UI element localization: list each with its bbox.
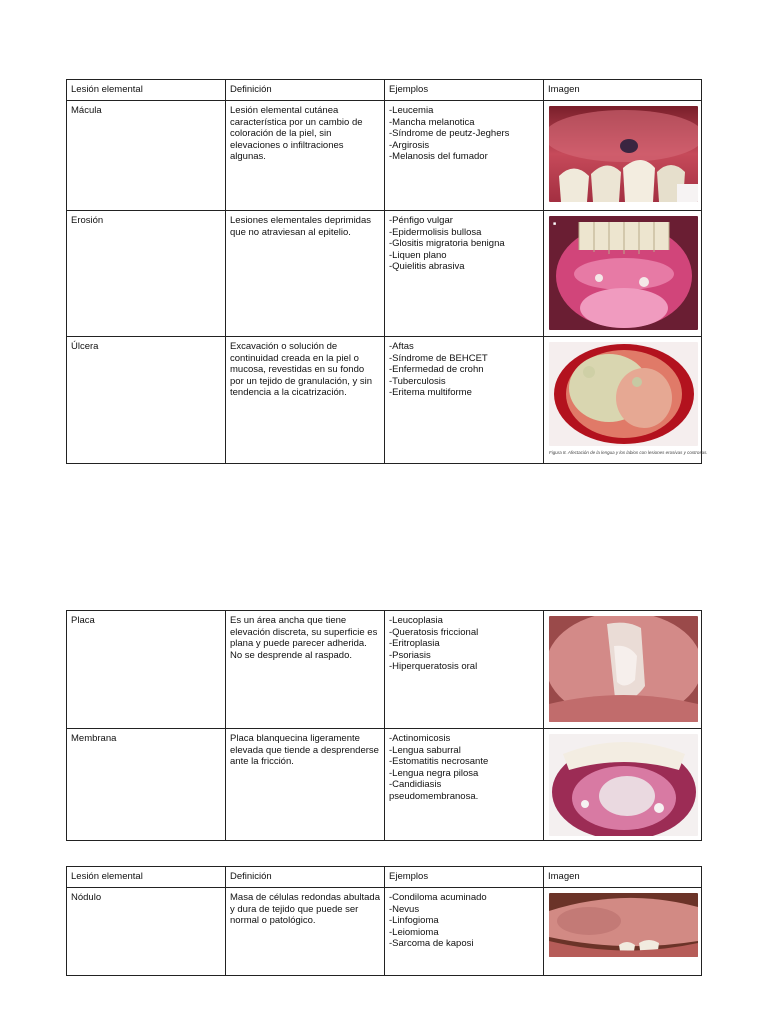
example-item: -Condiloma acuminado	[389, 892, 487, 903]
example-item: -Leucoplasia	[389, 615, 443, 626]
photo-caption: Figura 8. Afectación de la lengua y los labios con lesiones erosivas y costrosas.	[549, 450, 708, 455]
lesion-name: Membrana	[67, 729, 226, 841]
header-examples: Ejemplos	[385, 867, 544, 888]
row-nodulo	[67, 888, 702, 976]
example-item: -Sarcoma de kaposi	[389, 938, 474, 950]
row-erosion	[67, 211, 702, 337]
example-item: -Queratosis friccional	[389, 626, 479, 638]
row-macula	[67, 101, 702, 211]
header-lesion: Lesión elemental	[67, 80, 226, 101]
header-examples: Ejemplos	[385, 80, 544, 101]
membrana-photo	[549, 734, 698, 836]
example-item: -Estomatitis necrosante	[389, 756, 489, 768]
example-item: -Eritema multiforme	[389, 387, 472, 399]
header-lesion: Lesión elemental	[67, 867, 226, 888]
example-item: -Hiperqueratosis oral	[389, 661, 478, 673]
lesion-examples	[385, 888, 544, 976]
nodulo-photo	[549, 893, 698, 957]
lesion-image-cell	[544, 888, 702, 976]
example-item: -Síndrome de peutz-Jeghers	[389, 128, 510, 140]
lesion-definition: Placa blanquecina ligeramente elevada que tiende a desprenderse ante la fricción.	[226, 729, 385, 841]
example-item: -Epidermolisis bullosa	[389, 226, 482, 238]
example-item: -Candidiasis	[389, 779, 442, 791]
header-definition: Definición	[226, 80, 385, 101]
lesion-definition: Masa de células redondas abultada y dura de tejido que puede ser normal o patológico.	[226, 888, 385, 976]
row-membrana	[67, 729, 702, 841]
lesion-table-1	[66, 79, 708, 464]
lesion-image-cell	[544, 337, 708, 464]
header-definition: Definición	[226, 867, 385, 888]
lesion-name: Mácula	[67, 101, 226, 211]
example-item: -Melanosis del fumador	[389, 151, 488, 163]
example-item: -Actinomicosis	[389, 733, 451, 744]
lesion-examples	[385, 729, 544, 841]
example-item: -Linfogioma	[389, 915, 439, 927]
lesion-definition: Lesiones elementales deprimidas que no atraviesan al epitelio.	[226, 211, 385, 337]
example-item: -Pénfigo vulgar	[389, 215, 453, 226]
example-item: -Lengua negra pilosa	[389, 767, 479, 779]
lesion-examples	[385, 211, 544, 337]
example-item: -Leiomioma	[389, 926, 439, 938]
example-item: -Glositis migratoria benigna	[389, 238, 505, 250]
lesion-definition: Es un área ancha que tiene elevación discreta, su superficie es plana y puede parecer adherida. No se desprende al raspado.	[226, 611, 385, 729]
row-ulcera	[67, 337, 702, 464]
row-placa	[67, 611, 702, 729]
lesion-name: Úlcera	[67, 337, 226, 464]
header-image: Imagen	[544, 867, 702, 888]
example-item: -Leucemia	[389, 105, 434, 116]
example-item: -Enfermedad de crohn	[389, 364, 484, 376]
lesion-definition: Lesión elemental cutánea característica por un cambio de coloración de la piel, sin elevaciones o infiltraciones algunas.	[226, 101, 385, 211]
ulcera-photo	[549, 342, 698, 446]
example-item: -Quielitis abrasiva	[389, 261, 465, 273]
lesion-definition: Excavación o solución de continuidad creada en la piel o mucosa, revestidas en su fondo por un tejido de granulación, y sin tendencia a la cicatrización.	[226, 337, 385, 464]
placa-photo	[549, 616, 698, 722]
lesion-name: Erosión	[67, 211, 226, 337]
lesion-image-cell	[544, 101, 702, 211]
example-item: -Eritroplasia	[389, 638, 440, 650]
example-item: -Argirosis	[389, 139, 430, 151]
lesion-table-2	[66, 610, 702, 841]
lesion-table-3	[66, 866, 702, 976]
lesion-examples	[385, 337, 544, 464]
lesion-image-cell	[544, 729, 702, 841]
lesion-name: Placa	[67, 611, 226, 729]
lesion-image-cell	[544, 611, 702, 729]
example-item: -Tuberculosis	[389, 375, 446, 387]
erosion-photo	[549, 216, 698, 330]
lesion-examples	[385, 101, 544, 211]
example-item: -Psoriasis	[389, 649, 431, 661]
example-item: pseudomembranosa.	[389, 790, 479, 802]
header-row	[67, 867, 702, 888]
lesion-name: Nódulo	[67, 888, 226, 976]
macula-photo	[549, 106, 698, 202]
example-item: -Mancha melanotica	[389, 116, 475, 128]
example-item: -Nevus	[389, 903, 420, 915]
lesion-image-cell	[544, 211, 702, 337]
photo-watermark: ■	[553, 221, 557, 227]
example-item: -Liquen plano	[389, 249, 447, 261]
example-item: -Aftas	[389, 341, 414, 352]
lesion-examples	[385, 611, 544, 729]
header-image: Imagen	[544, 80, 702, 101]
example-item: -Síndrome de BEHCET	[389, 352, 488, 364]
example-item: -Lengua saburral	[389, 744, 461, 756]
header-row	[67, 80, 702, 101]
